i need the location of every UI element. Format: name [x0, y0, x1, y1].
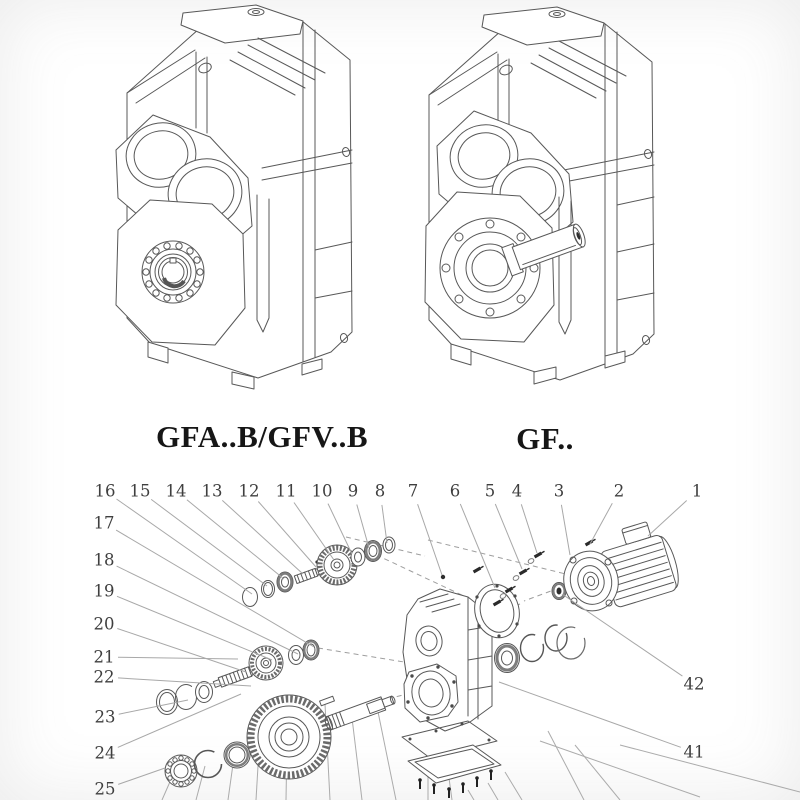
callout-number-20: 20 — [93, 614, 115, 634]
callout-number-12: 12 — [238, 481, 260, 501]
callout-number-18: 18 — [93, 550, 115, 570]
leader-line-3 — [561, 505, 570, 555]
leader-line-21 — [118, 657, 238, 659]
leader-line-25 — [118, 768, 165, 784]
hollow-shaft-bearing-drawing — [142, 241, 204, 303]
callout-number-42: 42 — [683, 674, 705, 694]
leader-line-18 — [117, 566, 298, 654]
callout-number-9: 9 — [347, 481, 359, 501]
callout-number-25: 25 — [94, 779, 116, 799]
leader-line-41 — [499, 682, 681, 747]
callout-number-4: 4 — [511, 481, 523, 501]
callout-number-17: 17 — [93, 513, 115, 533]
model-label-gfab-gfvb: GFA..B/GFV..B — [155, 419, 369, 454]
leader-line-4 — [521, 504, 537, 553]
oil-pan-gasket-drawing — [402, 721, 501, 798]
callout-number-41: 41 — [683, 742, 705, 762]
leader-line-14 — [187, 500, 284, 579]
intermediate-gear-drawing — [249, 646, 283, 680]
leader-line-2 — [590, 503, 612, 544]
callout-number-19: 19 — [93, 581, 115, 601]
callout-number-6: 6 — [449, 481, 461, 501]
leader-line-15 — [151, 499, 267, 586]
solid-shaft-gearbox-drawing — [425, 7, 654, 384]
callout-number-10: 10 — [311, 481, 333, 501]
callout-layer — [94, 482, 705, 799]
callout-number-16: 16 — [94, 481, 116, 501]
callout-number-15: 15 — [129, 481, 151, 501]
callout-number-2: 2 — [613, 481, 625, 501]
leader-line-6 — [460, 504, 495, 588]
callout-number-21: 21 — [93, 647, 115, 667]
leader-line-20 — [117, 629, 246, 673]
leader-line-7 — [418, 504, 442, 575]
callout-number-23: 23 — [94, 707, 116, 727]
leader-line-1 — [648, 501, 687, 537]
output-shaft-parts-drawing — [165, 693, 397, 787]
callout-number-11: 11 — [275, 481, 297, 501]
callout-number-7: 7 — [407, 481, 419, 501]
output-gear-drawing — [247, 695, 331, 779]
callout-number-8: 8 — [374, 481, 386, 501]
leader-line-16 — [117, 499, 253, 594]
leader-line-8 — [382, 505, 387, 543]
leader-line-5 — [495, 504, 522, 569]
callout-number-13: 13 — [201, 481, 223, 501]
callout-number-22: 22 — [93, 667, 115, 687]
motor-drawing — [557, 517, 683, 617]
output-shaft-exploded-drawing — [324, 693, 397, 731]
shaft-key-drawing — [320, 696, 335, 705]
leader-line-13 — [222, 500, 303, 574]
callout-number-24: 24 — [94, 743, 116, 763]
leader-line-9 — [357, 505, 369, 549]
callout-number-1: 1 — [691, 481, 703, 501]
callout-number-5: 5 — [484, 481, 496, 501]
output-bearing-drawing — [165, 755, 197, 787]
leader-line-12 — [258, 502, 316, 568]
leader-line-11 — [294, 503, 334, 561]
input-shaft-parts-drawing — [243, 537, 396, 607]
leader-line-23 — [119, 700, 188, 714]
model-label-gf: GF.. — [516, 421, 574, 456]
hollow-shaft-gearbox-drawing — [116, 5, 352, 389]
callout-number-3: 3 — [553, 481, 565, 501]
callout-number-14: 14 — [165, 481, 187, 501]
